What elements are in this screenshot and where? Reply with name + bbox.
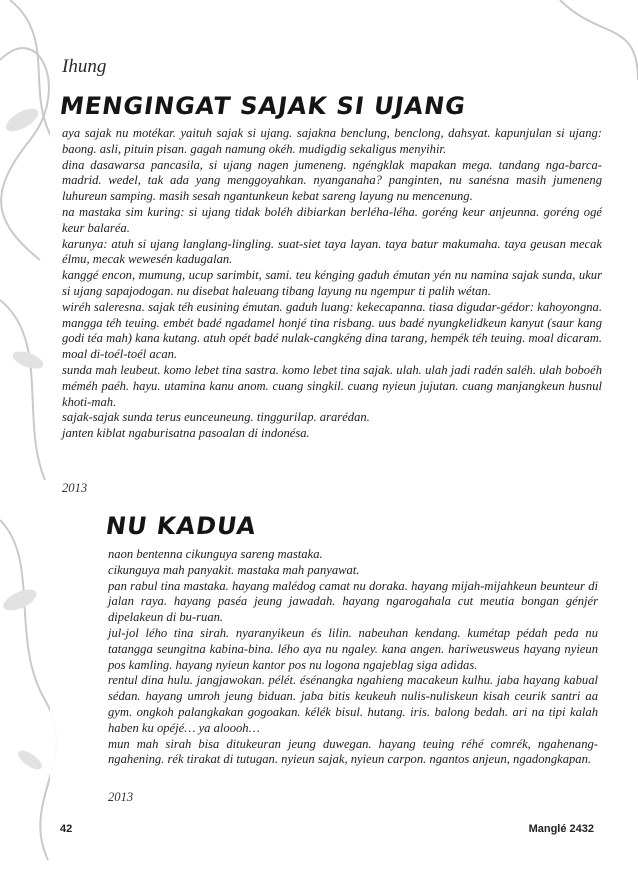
poem-stanza: karunya: atuh si ujang langlang-lingling. suat-siet taya layan. taya batur makumaha. taya geusan mecak élmu, mecak wewesén kadugalan.: [62, 236, 602, 267]
poem-title-2: NU KADUA: [104, 512, 259, 540]
publication-name: Manglé 2432: [528, 823, 594, 835]
poem-stanza: dina dasawarsa pancasila, si ujang nagen jumeneng. ngéngklak mapakan mega. tandang nga-barca-madrid. wedel, tak ada yang menggoyahkan. nyanganaha? panginten, nu sanésna masih jumeneng luhureun samping. masih sesah ngantunkeun kebat sareng layung nu mencenung.: [62, 157, 602, 204]
poem-stanza: na mastaka sim kuring: si ujang tidak boléh dibiarkan berléha-léha. goréng keur anjeunna. goréng ogé keur balaréa.: [62, 204, 602, 235]
poem-stanza: sunda mah leubeut. komo lebet tina sastra. komo lebet tina sajak. ulah. ulah jadi radén saléh. ulah boboéh méméh paéh. hayu. utamina kanu anom. cuang singkil. cuang nyieun jujutan. cuang manjangkeun husnul khoti-mah.: [62, 362, 602, 409]
poem-title-1: MENGINGAT SAJAK SI UJANG: [58, 92, 468, 120]
poem-body-1: [62, 126, 602, 442]
poem-stanza: wiréh saleresna. sajak téh eusining émutan. gaduh luang: kekecapanna. tiasa digudar-gédor: kahoyongna. mangga téh teuing. embét badé ngadamel honjé tina risbang. uus badé nyungkelidkeun kanyut (saur kang godi téa mah) kana kutang. atuh opét badé nulak-cangkéng dina tarang, hempék téh teuing. moal dicaram. moal di-toél-toél acan.: [62, 299, 602, 362]
poem-stanza: rentul dina hulu. jangjawokan. pélét. ésénangka ngahieng macakeun kulhu. jaba hayang kabual sédan. hayang umroh jeung biduan. jaba bitis keukeuh nulis-nuliskeun kisah ceurik santri aa gym. ongkoh palangkakan gogoakan. kélék bisul. hutang. iris. balong bedah. ari na tipi kalah haben ku opéjé… ya aloooh…: [108, 673, 598, 735]
poem-stanza: cikunguya mah panyakit. mastaka mah panyawat.: [108, 562, 360, 577]
poem-year-2: 2013: [108, 790, 134, 804]
poem-stanza: janten kiblat ngaburisatna pasoalan di indonésa.: [62, 426, 310, 441]
poem-body-2: [108, 547, 598, 768]
poem-stanza: naon bentenna cikunguya sareng mastaka.: [108, 547, 323, 561]
author-name: Ihung: [62, 56, 107, 77]
poem-stanza: kanggé encon, mumung, ucup sarimbit, sami. teu kénging gaduh émutan yén nu namina sajak sunda, ukur si ujang sapajodogan. nu disebat haleuang tibang layung nu ngempur ti palih wétan.: [62, 268, 602, 298]
poem-stanza: mun mah sirah bisa ditukeuran jeung duwegan. hayang teuing réhé comrék, ngahenang-ngahening. rék tirakat di tutugan. nyieun sajak, nyieun carpon. ngantos anjeun, ngadongkapan.: [108, 736, 598, 767]
poem-stanza: aya sajak nu motékar. yaituh sajak si ujang. sajakna benclung, benclong, dahsyat. kapunjulan si ujang: baong. asli, pituin pisan. gagah namung okéh. mudigdig sekaligus menyihir.: [62, 126, 602, 156]
poem-year-1: 2013: [62, 481, 88, 495]
poem-stanza: sajak-sajak sunda terus eunceuneung. tinggurilap. ararédan.: [62, 410, 370, 425]
poem-stanza: pan rabul tina mastaka. hayang malédog camat nu doraka. hayang mijah-mijahkeun beunteur di jalan raya. hayang paséa jeung jawadah. hayang ngarogahala cut meutia bongan génjér dipelakeun di bu-ruan.: [108, 578, 598, 625]
poem-stanza: jul-jol lého tina sirah. nyaranyikeun és lilin. nabeuhan kendang. kumétap pédah peda nu tatangga seungitna kabina-bina. lého aya nu ngaley. kana angen. hariweusweus hayang nyieun pos kamling. hayang nyieun kantor pos nu logona ngajeblag siga adidas.: [108, 625, 598, 672]
page-number: 42: [60, 823, 73, 835]
